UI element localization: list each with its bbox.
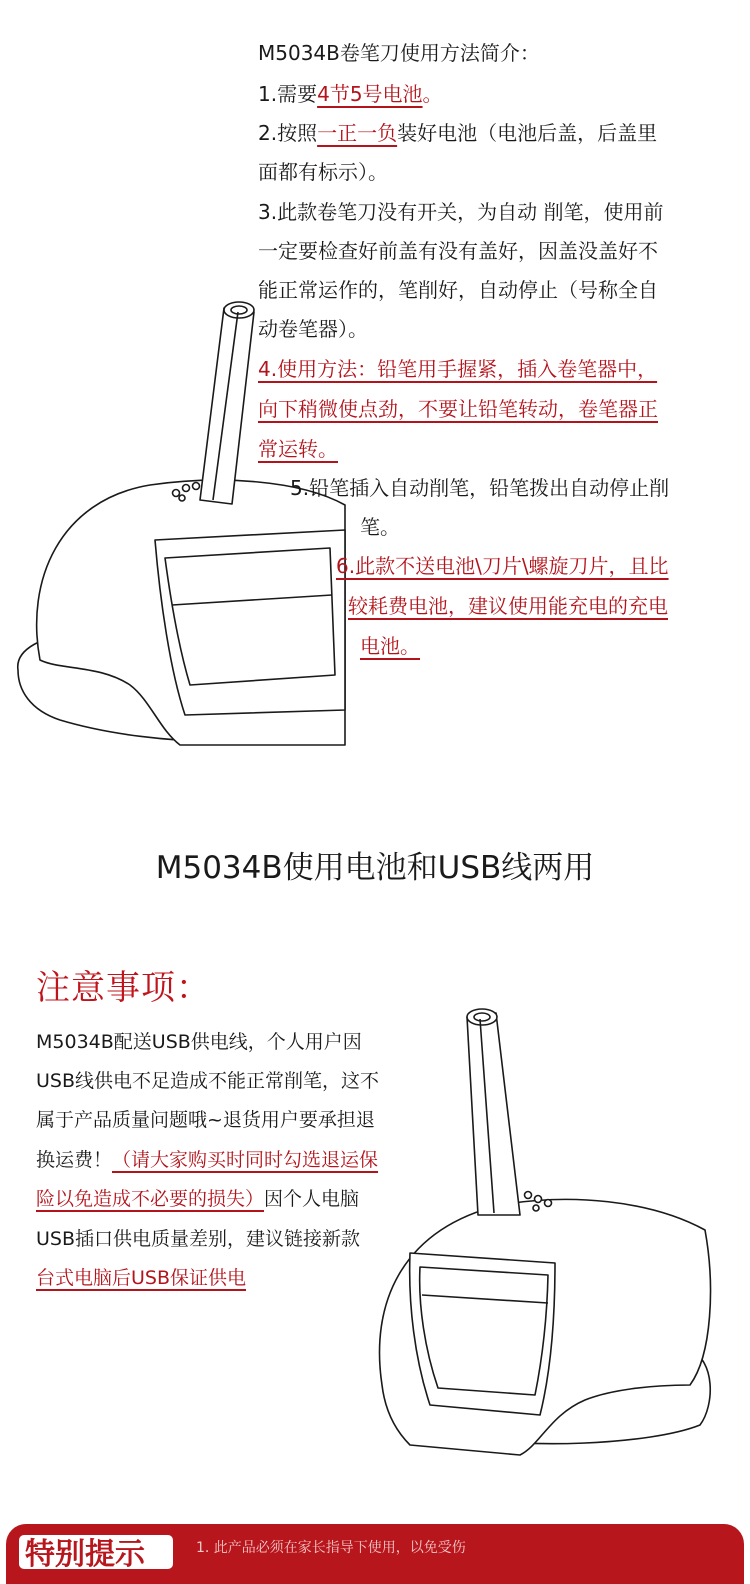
notice-line-2: USB线供电不足造成不能正常削笔，这不 [36, 1070, 380, 1092]
notice-line-6: USB插口供电质量差别，建议链接新款 [36, 1228, 361, 1250]
instructions-title: M5034B卷笔刀使用方法简介： [258, 41, 540, 65]
notice-line-5-highlight: 险以免造成不必要的损失） [36, 1188, 265, 1210]
notice-line-1: M5034B配送USB供电线，个人用户因 [36, 1031, 362, 1053]
notice-line-4 [36, 1147, 378, 1173]
instruction-item-3-line-4: 动卷笔器）。 [258, 317, 368, 341]
notice-line-4-prefix: 换运费！ [36, 1149, 113, 1171]
instruction-item-3-line-2: 一定要检查好前盖有没有盖好，因盖没盖好不 [258, 239, 658, 263]
item-1-highlight: 4节5号电池 [317, 82, 423, 106]
sharpener-illustration-bottom [370, 1005, 720, 1460]
usb-battery-caption: M5034B使用电池和USB线两用 [155, 850, 595, 886]
instruction-item-2 [258, 120, 657, 146]
notice-line-7: 台式电脑后USB保证供电 [36, 1267, 247, 1289]
instruction-item-3-line-1: 3.此款卷笔刀没有开关，为自动 削笔，使用前 [258, 200, 664, 224]
instruction-item-5-line-1: 5.铅笔插入自动削笔，铅笔拨出自动停止削 [290, 476, 670, 500]
instruction-item-2-line-2: 面都有标示）。 [258, 160, 388, 184]
instruction-item-3-line-3: 能正常运作的，笔削好，自动停止（号称全自 [258, 278, 658, 302]
special-notice-badge: 特别提示 [16, 1532, 176, 1572]
instruction-item-6-line-2: 较耗费电池，建议使用能充电的充电 [348, 594, 668, 618]
instruction-item-4-line-1: 4.使用方法：铅笔用手握紧，插入卷笔器中， [258, 357, 658, 381]
instruction-item-5-line-2: 笔。 [360, 515, 400, 539]
notice-line-5 [36, 1186, 359, 1212]
notice-line-3: 属于产品质量问题哦~退货用户要承担退 [36, 1109, 375, 1131]
item-2-suffix: 装好电池（电池后盖，后盖里 [397, 121, 658, 145]
item-1-prefix: 1.需要 [258, 82, 318, 106]
instruction-item-4-line-3: 常运转。 [258, 437, 338, 461]
special-notice-bar [0, 1506, 750, 1572]
item-1-suffix: 。 [422, 82, 443, 106]
notice-title: 注意事项： [36, 968, 211, 1008]
instruction-item-6-line-1: 6.此款不送电池\刀片\螺旋刀片，且比 [336, 554, 669, 578]
instruction-item-6-line-3: 电池。 [360, 634, 420, 658]
notice-line-5-suffix: 因个人电脑 [264, 1188, 360, 1210]
instruction-item-4-line-2: 向下稍微使点劲，不要让铅笔转动，卷笔器正 [258, 397, 658, 421]
special-notice-text: 1. 此产品必须在家长指导下使用，以免受伤 [196, 1540, 466, 1556]
notice-line-4-highlight: （请大家购买时同时勾选退运保 [112, 1149, 379, 1171]
item-2-highlight: 一正一负 [317, 121, 398, 145]
item-2-prefix: 2.按照 [258, 121, 318, 145]
instruction-item-1 [258, 81, 443, 107]
